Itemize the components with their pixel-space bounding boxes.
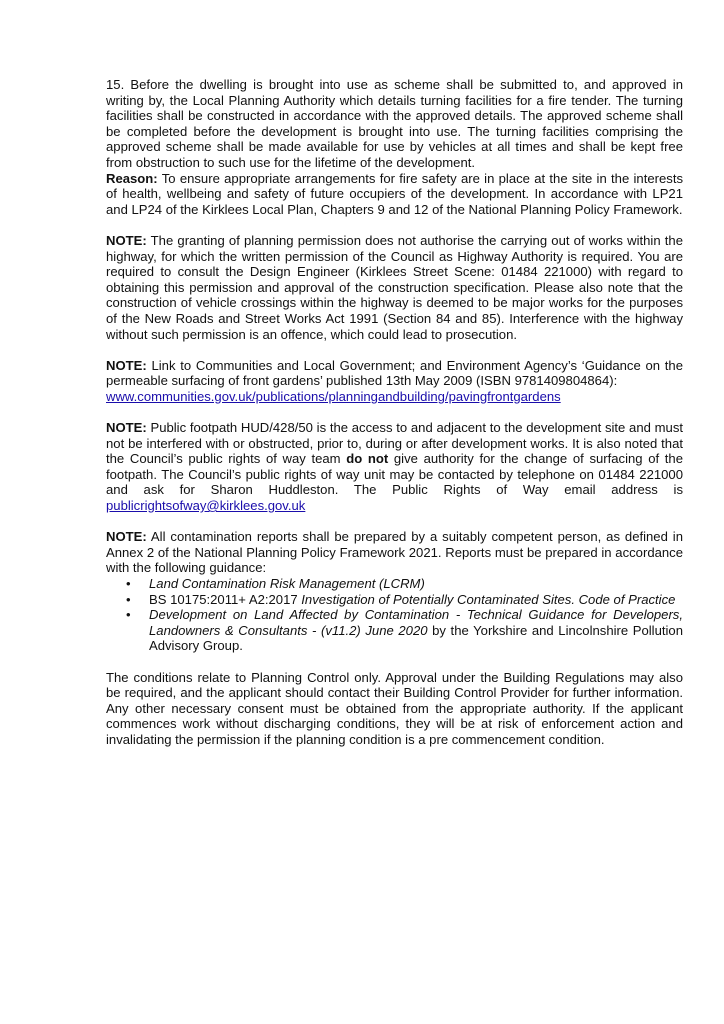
condition-15-text: 15. Before the dwelling is brought into use as scheme shall be submitted to, and approved in writing by, the Local Planning Authority which details turning facilities for a fire tender. The turning facilities shall be constructed in accordance with the approved details. The approved scheme shall be completed before the development is brought into use. The turning facilities comprising the approved scheme shall be made available for use by vehicles at all times and shall be kept free from obstruction to such use for the lifetime of the development. xyxy=(106,77,683,170)
spacer xyxy=(106,342,683,358)
note-footpath-text-after: give authority for the change of surfacing of the footpath. The Council’s public rights of way unit may be contacted by telephone on 01484 221000 and ask for Sharon Huddleston. The Public Rights of Way email address is xyxy=(106,451,683,498)
note-label: NOTE: xyxy=(106,232,147,248)
note-highway xyxy=(106,233,683,342)
list-item xyxy=(106,576,683,592)
spacer xyxy=(106,514,683,530)
note-footpath-text-before: Public footpath HUD/428/50 is the access to and adjacent to the development site and must not be interfered with or obstructed, prior to, during or after development works. It is also noted that the Council’s public rights of way team xyxy=(106,420,683,467)
note-contamination-text: All contamination reports shall be prepared by a suitably competent person, as defined in Annex 2 of the National Planning Policy Framework 2021. Reports must be prepared in accordance with the following guidance: xyxy=(106,529,683,576)
document-page xyxy=(106,77,683,748)
rights-of-way-email-link[interactable]: publicrightsofway@kirklees.gov.uk xyxy=(106,498,306,514)
note-highway-text: The granting of planning permission does not authorise the carrying out of works within the highway, for which the written permission of the Council as Highway Authority is required. You are required to consult the Design Engineer (Kirklees Street Scene: 01484 221000) with regard to obtaining this permission and approval of the construction specification. Please also note that the construction of vehicle crossings within the highway is deemed to be major works for the purposes of the New Roads and Street Works Act 1991 (Section 84 and 85). Interference with the highway without such permission is an offence, which could lead to prosecution. xyxy=(106,232,683,342)
note-surfacing xyxy=(106,358,683,405)
do-not-emphasis: do not xyxy=(346,451,389,467)
note-footpath xyxy=(106,420,683,514)
item-plain-after: by the Yorkshire and Lincolnshire Pollution Advisory Group. xyxy=(149,622,683,654)
note-contamination xyxy=(106,529,683,576)
bullet-icon: • xyxy=(126,576,131,591)
note-label: NOTE: xyxy=(106,529,147,545)
closing-text: The conditions relate to Planning Control only. Approval under the Building Regulations may also be required, and the applicant should contact their Building Control Provider for further information. Any other necessary consent must be obtained from the appropriate authority. If the applicant commences work without discharging conditions, they will be at risk of enforcement action and invalidating the permission if the planning condition is a pre commencement condition. xyxy=(106,669,683,747)
paving-front-gardens-link[interactable]: www.communities.gov.uk/publications/planningandbuilding/pavingfrontgardens xyxy=(106,388,561,404)
reason-text: To ensure appropriate arrangements for fire safety are in place at the site in the interests of health, wellbeing and safety of future occupiers of the development. In accordance with LP21 and LP24 of the Kirklees Local Plan, Chapters 9 and 12 of the National Planning Policy Framework. xyxy=(106,170,683,217)
bullet-icon: • xyxy=(126,591,131,607)
spacer xyxy=(106,404,683,420)
item-italic: Land Contamination Risk Management (LCRM) xyxy=(149,576,425,591)
reason-label: Reason: xyxy=(106,170,158,186)
note-surfacing-text: Link to Communities and Local Government; and Environment Agency’s ‘Guidance on the permeable surfacing of front gardens’ published 13th May 2009 (ISBN 9781409804864): xyxy=(106,357,683,389)
spacer xyxy=(106,654,683,670)
note-label: NOTE: xyxy=(106,357,147,373)
condition-15 xyxy=(106,77,683,217)
note-label: NOTE: xyxy=(106,420,147,436)
item-italic: Investigation of Potentially Contaminated Sites. Code of Practice xyxy=(301,591,676,607)
list-item xyxy=(106,592,683,608)
item-italic: Development on Land Affected by Contamination - Technical Guidance for Developers, Landowners & Consultants - (v11.2) June 2020 xyxy=(149,607,683,638)
bullet-icon: • xyxy=(126,607,131,623)
list-item xyxy=(106,607,683,654)
item-plain-before: BS 10175:2011+ A2:2017 xyxy=(149,591,302,607)
spacer xyxy=(106,217,683,233)
guidance-list xyxy=(106,576,683,654)
closing-paragraph xyxy=(106,670,683,748)
